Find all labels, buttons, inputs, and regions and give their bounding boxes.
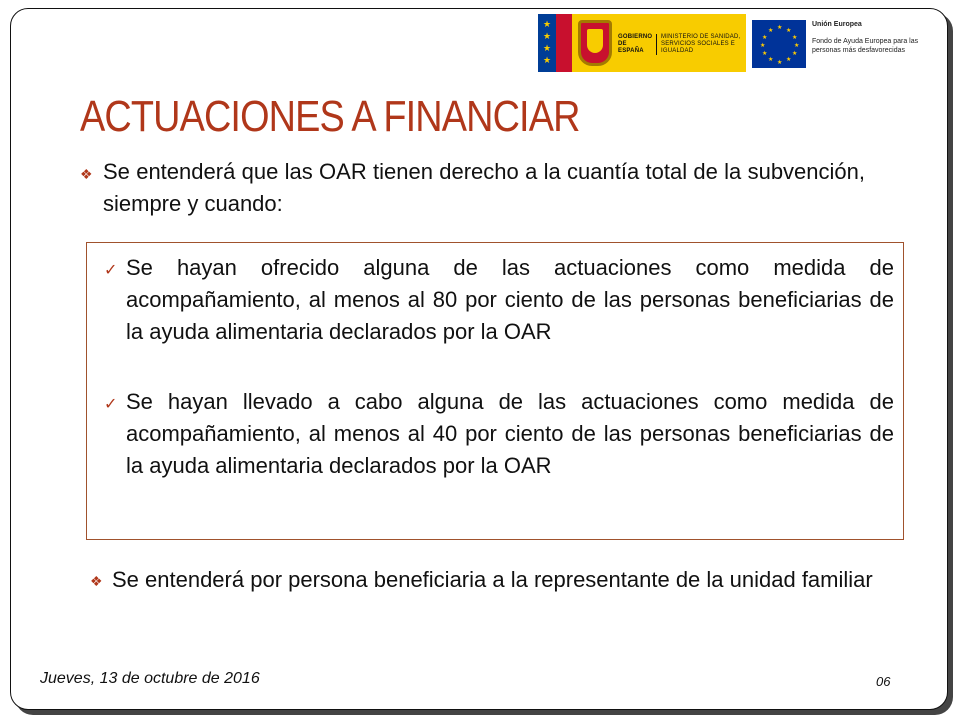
page-number: 06 — [876, 674, 891, 689]
footer-date: Jueves, 13 de octubre de 2016 — [40, 670, 260, 687]
eu-fund-label: Fondo de Ayuda Europea para las personas más desfavorecidas — [812, 38, 919, 54]
slide-title: ACTUACIONES A FINANCIAR — [80, 92, 580, 141]
coat-of-arms-icon — [578, 20, 612, 66]
eu-title: Unión Europea — [812, 21, 862, 28]
ministerio-label: MINISTERIO DE SANIDAD, SERVICIOS SOCIALES E IGUALDAD — [656, 34, 742, 55]
gobierno-label: GOBIERNO DE ESPAÑA — [618, 34, 653, 54]
bullet-1-text: Se entenderá que las OAR tienen derecho a la cuantía total de la subvención, siempre y cuando: — [103, 159, 865, 216]
check-1-text: Se hayan ofrecido alguna de las actuaciones como medida de acompañamiento, al menos al 80 por ciento de las personas beneficiarias de la ayuda alimentaria declarados por la OAR — [126, 255, 894, 344]
checkmark-icon: ✓ — [104, 396, 118, 413]
eu-logo-text — [812, 20, 932, 55]
spain-government-logo — [538, 14, 746, 72]
bullet-2-text: Se entenderá por persona beneficiaria a la representante de la unidad familiar — [112, 567, 873, 592]
flag-icon: ★ ★ ★ ★ — [538, 14, 574, 72]
eu-flag-icon: ★ ★ ★ ★ ★ ★ ★ ★ ★ ★ ★ ★ — [752, 20, 806, 68]
checkmark-icon: ✓ — [104, 262, 118, 279]
diamond-bullet-icon: ❖ — [90, 573, 103, 589]
check-2-text: Se hayan llevado a cabo alguna de las actuaciones como medida de acompañamiento, al menos al 40 por ciento de las personas beneficiarias de la ayuda alimentaria declarados por la OAR — [126, 389, 894, 478]
diamond-bullet-icon: ❖ — [80, 166, 93, 182]
